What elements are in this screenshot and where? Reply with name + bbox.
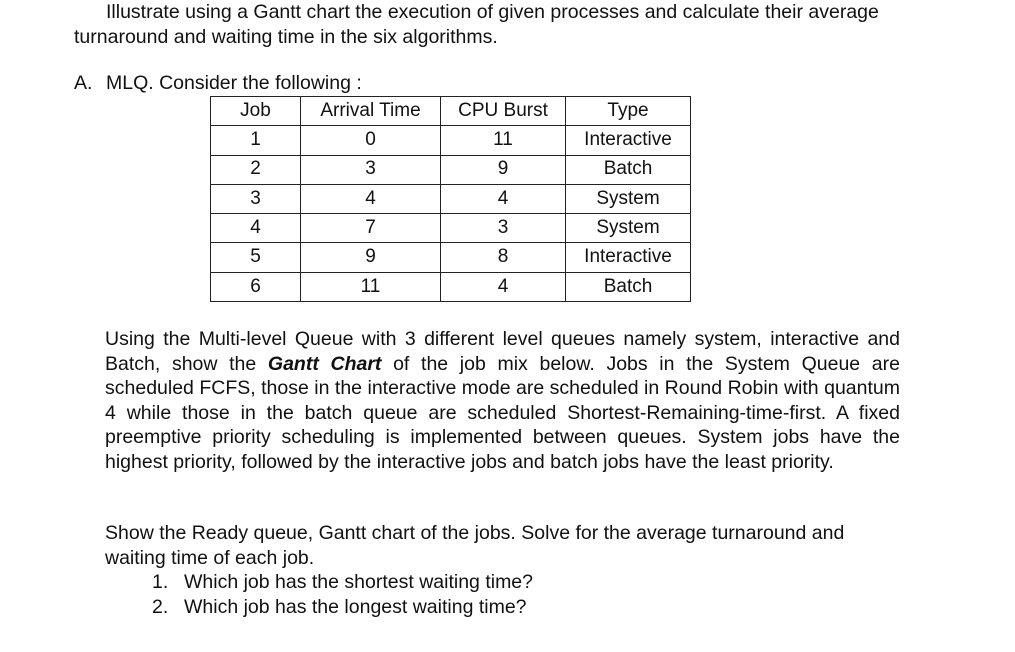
question-list xyxy=(152,570,533,619)
cell-type: Batch xyxy=(566,272,691,301)
job-table xyxy=(210,96,691,302)
cell-job: 1 xyxy=(211,126,301,155)
cell-job: 4 xyxy=(211,214,301,243)
cell-job: 6 xyxy=(211,272,301,301)
cell-arrival-time: 3 xyxy=(301,155,441,184)
cell-arrival-time: 4 xyxy=(301,184,441,213)
gantt-chart-emphasis: Gantt Chart xyxy=(267,352,382,375)
cell-cpu-burst: 3 xyxy=(441,214,566,243)
cell-arrival-time: 11 xyxy=(301,272,441,301)
header-job: Job xyxy=(211,97,301,126)
table-row xyxy=(211,214,691,243)
cell-type: Interactive xyxy=(566,126,691,155)
table-row xyxy=(211,243,691,272)
intro-paragraph: Illustrate using a Gantt chart the execution of given processes and calculate their average turnaround and waiting time in the six algorithms. xyxy=(74,1,879,48)
table-header-row xyxy=(211,97,691,126)
cell-cpu-burst: 11 xyxy=(441,126,566,155)
instructions-paragraph: Show the Ready queue, Gantt chart of the jobs. Solve for the average turnaround and waiting time of each job. xyxy=(105,522,845,569)
section-title: MLQ. Consider the following : xyxy=(106,72,362,94)
header-cpu-burst: CPU Burst xyxy=(441,97,566,126)
question-number: 1. xyxy=(152,571,169,593)
header-type: Type xyxy=(566,97,691,126)
cell-job: 3 xyxy=(211,184,301,213)
header-arrival-time: Arrival Time xyxy=(301,97,441,126)
table-row xyxy=(211,272,691,301)
section-letter: A. xyxy=(74,72,93,94)
cell-cpu-burst: 4 xyxy=(441,272,566,301)
question-number: 2. xyxy=(152,595,169,618)
cell-job: 5 xyxy=(211,243,301,272)
cell-type: System xyxy=(566,214,691,243)
cell-cpu-burst: 8 xyxy=(441,243,566,272)
cell-job: 2 xyxy=(211,155,301,184)
cell-arrival-time: 9 xyxy=(301,243,441,272)
question-text: Which job has the shortest waiting time? xyxy=(184,571,534,593)
cell-type: Batch xyxy=(566,155,691,184)
paragraph-text-before: Using the Multi-level Queue with 3 different level queues namely system, interactive and Batch, show the xyxy=(105,328,900,375)
section-heading xyxy=(74,71,362,96)
cell-type: Interactive xyxy=(566,243,691,272)
cell-arrival-time: 7 xyxy=(301,214,441,243)
cell-type: System xyxy=(566,184,691,213)
list-item xyxy=(152,570,533,595)
list-item xyxy=(152,595,533,620)
table-row xyxy=(211,126,691,155)
question-text: Which job has the longest waiting time? xyxy=(184,595,527,618)
table-row xyxy=(211,155,691,184)
cell-arrival-time: 0 xyxy=(301,126,441,155)
cell-cpu-burst: 9 xyxy=(441,155,566,184)
table-row xyxy=(211,184,691,213)
mlq-description-paragraph xyxy=(105,327,900,474)
paragraph-text-after: of the job mix below. Jobs in the System Queue are scheduled FCFS, those in the interactive mode are scheduled in Round Robin with quantum 4 while those in the batch queue are scheduled Shortest-Remaining-time-first. A fixed preemptive priority scheduling is implemented between queues. System jobs have the highest priority, followed by the interactive jobs and batch jobs have the least priority. xyxy=(105,352,900,473)
cell-cpu-burst: 4 xyxy=(441,184,566,213)
